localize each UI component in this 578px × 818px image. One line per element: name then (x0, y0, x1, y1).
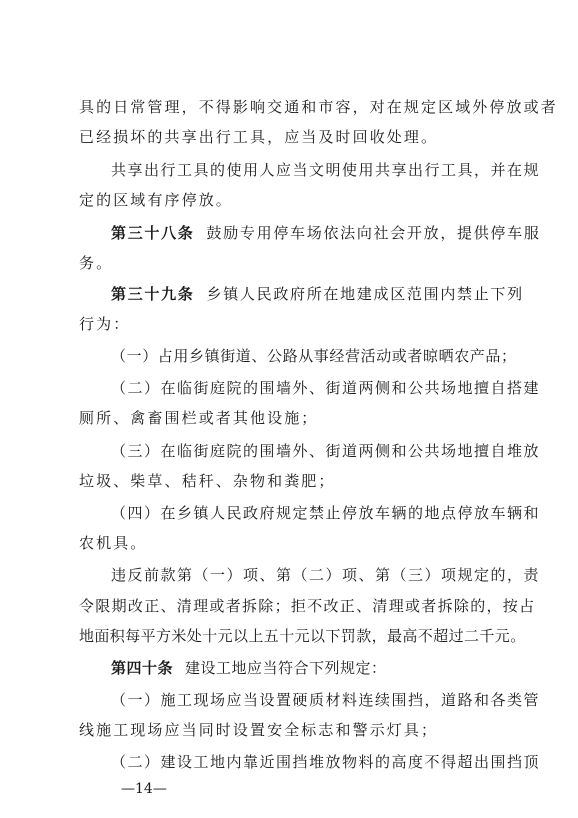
article-line (111, 223, 541, 243)
text-line: 厕所、禽畜围栏或者其他设施； (79, 409, 319, 427)
text-line: 线施工现场应当同时设置安全标志和警示灯具； (79, 721, 439, 739)
text-line: 垃圾、柴草、秸秆、杂物和粪肥； (79, 472, 336, 490)
text-line: 已经损坏的共享出行工具，应当及时回收处理。 (79, 128, 439, 146)
text-line: （二）在临街庭院的围墙外、街道两侧和公共场地擅自搭建 (111, 379, 541, 397)
text-line: 地面积每平方米处十元以上五十元以下罚款，最高不超过二千元。 (79, 627, 526, 645)
article-heading: 第四十条 (111, 659, 174, 677)
text-line: （一）占用乡镇街道、公路从事经营活动或者晾晒农产品； (111, 347, 517, 365)
article-heading: 第三十八条 (111, 224, 195, 242)
text-line: 务。 (79, 254, 114, 272)
text-line: （三）在临街庭院的围墙外、街道两侧和公共场地擅自堆放 (111, 442, 541, 460)
text-line: 定的区域有序停放。 (79, 191, 233, 209)
article-line (111, 658, 387, 678)
article-heading: 第三十九条 (111, 285, 195, 303)
text-line: （二）建设工地内靠近围挡堆放物料的高度不得超出围挡顶 (111, 753, 541, 771)
text-line: （一）施工现场应当设置硬质材料连续围挡，道路和各类管 (111, 691, 541, 709)
text-line: （四）在乡镇人民政府规定禁止停放车辆的地点停放车辆和 (111, 504, 541, 522)
article-text: 鼓励专用停车场依法向社会开放，提供停车服 (206, 224, 541, 242)
article-text: 乡镇人民政府所在地建成区范围内禁止下列 (206, 285, 524, 303)
text-line: 违反前款第（一）项、第（二）项、第（三）项规定的，责 (111, 566, 541, 584)
text-line: 共享出行工具的使用人应当文明使用共享出行工具，并在规 (111, 161, 541, 179)
text-line: 行为： (79, 315, 131, 333)
page-number: —14— (121, 781, 167, 797)
article-line (111, 284, 524, 304)
text-line: 农机具。 (79, 534, 148, 552)
text-line: 具的日常管理，不得影响交通和市容，对在规定区域外停放或者 (79, 98, 558, 116)
text-line: 令限期改正、清理或者拆除；拒不改正、清理或者拆除的，按占 (79, 597, 536, 615)
article-text: 建设工地应当符合下列规定： (185, 659, 387, 677)
